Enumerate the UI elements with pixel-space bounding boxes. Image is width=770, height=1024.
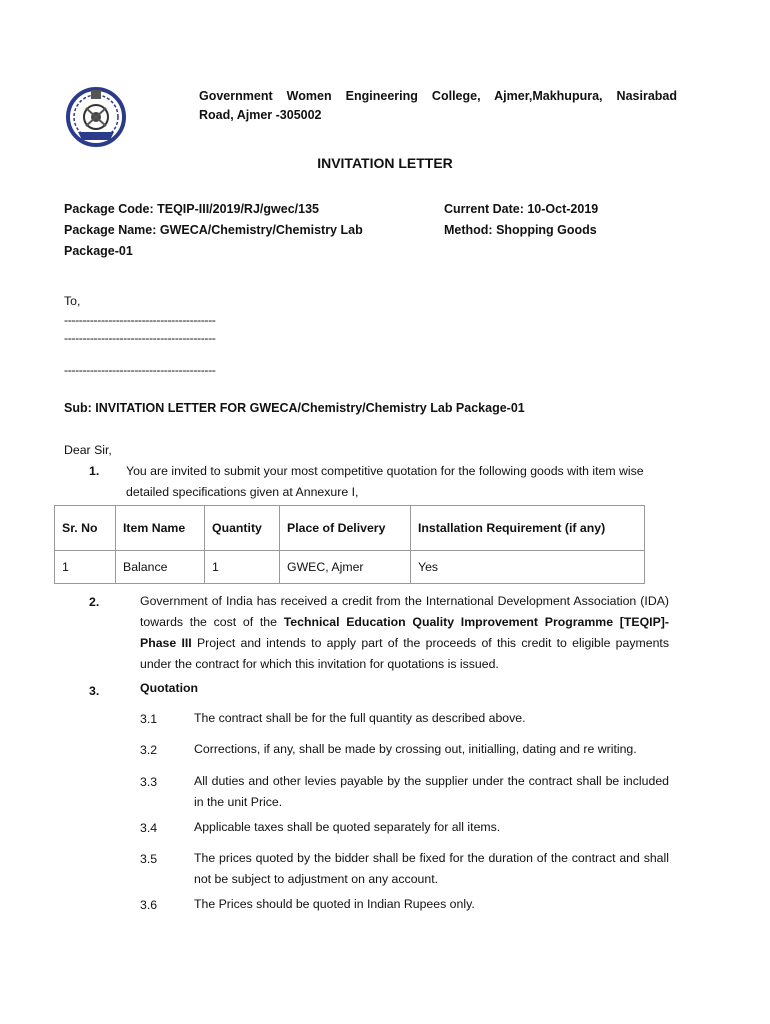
cell-sr-no: 1 [55, 551, 116, 584]
procurement-method: Method: Shopping Goods [444, 223, 597, 237]
sub-item-text: The prices quoted by the bidder shall be fixed for the duration of the contract and shall not be subject to adjustment on any account. [194, 851, 669, 886]
item-number: 1. [89, 464, 100, 478]
package-code: Package Code: TEQIP-III/2019/RJ/gwec/135 [64, 202, 319, 216]
items-table [54, 505, 645, 584]
item-number: 3. [89, 684, 100, 698]
item-number: 2. [89, 595, 100, 609]
column-header: Place of Delivery [280, 506, 411, 551]
address-line: ----------------------------------------- [64, 331, 216, 345]
item2-text: Government of India has received a credit from the International Development Association (IDA) towards the cost of the [140, 594, 669, 629]
item1-text: You are invited to submit your most competitive quotation for the following goods with item wise [126, 464, 644, 478]
column-header: Quantity [205, 506, 280, 551]
sub-item-number: 3.5 [140, 852, 158, 866]
column-header: Installation Requirement (if any) [411, 506, 645, 551]
current-date: Current Date: 10-Oct-2019 [444, 202, 599, 216]
sub-item-number: 3.4 [140, 821, 158, 835]
cell-installation: Yes [411, 551, 645, 584]
emblem-icon [64, 86, 128, 148]
table-header-row [55, 506, 645, 551]
cell-place-of-delivery: GWEC, Ajmer [280, 551, 411, 584]
sub-item-text: The Prices should be quoted in Indian Rupees only. [194, 897, 475, 911]
programme-name: Technical Education Quality Improvement Programme [TEQIP]-Phase III [140, 615, 669, 650]
sub-item-number: 3.2 [140, 743, 158, 757]
section-heading: Quotation [140, 681, 199, 695]
package-name-continued: Package-01 [64, 244, 133, 258]
sub-item-number: 3.3 [140, 775, 158, 789]
college-name-line1: Government Women Engineering College, Ajmer,Makhupura, Nasirabad [199, 89, 677, 103]
sub-item-text: The contract shall be for the full quantity as described above. [194, 711, 526, 725]
sub-item-text: Applicable taxes shall be quoted separately for all items. [194, 820, 501, 834]
sub-item-number: 3.6 [140, 898, 158, 912]
subject-line: Sub: INVITATION LETTER FOR GWECA/Chemistry/Chemistry Lab Package-01 [64, 401, 525, 415]
cell-item-name: Balance [116, 551, 205, 584]
table-row [55, 551, 645, 584]
page-title: INVITATION LETTER [317, 155, 453, 171]
item1-text-continued: detailed specifications given at Annexure I, [126, 485, 359, 499]
salutation: Dear Sir, [64, 443, 112, 457]
sub-item-number: 3.1 [140, 712, 158, 726]
item2-text-end: Project and intends to apply part of the proceeds of this credit to eligible payments under the contract for which this invitation for quotations is issued. [140, 636, 669, 671]
cell-quantity: 1 [205, 551, 280, 584]
college-name-line2: Road, Ajmer -305002 [199, 108, 322, 122]
address-line: ----------------------------------------- [64, 363, 216, 377]
item2-paragraph [140, 591, 669, 675]
sub-item-text: All duties and other levies payable by the supplier under the contract shall be included in the unit Price. [194, 774, 669, 809]
address-line: ----------------------------------------- [64, 313, 216, 327]
column-header: Item Name [116, 506, 205, 551]
column-header: Sr. No [55, 506, 116, 551]
package-name: Package Name: GWECA/Chemistry/Chemistry Lab [64, 223, 363, 237]
address-to: To, [64, 294, 81, 308]
college-logo [64, 86, 128, 148]
sub-item-text: Corrections, if any, shall be made by crossing out, initialling, dating and re writing. [194, 742, 637, 756]
